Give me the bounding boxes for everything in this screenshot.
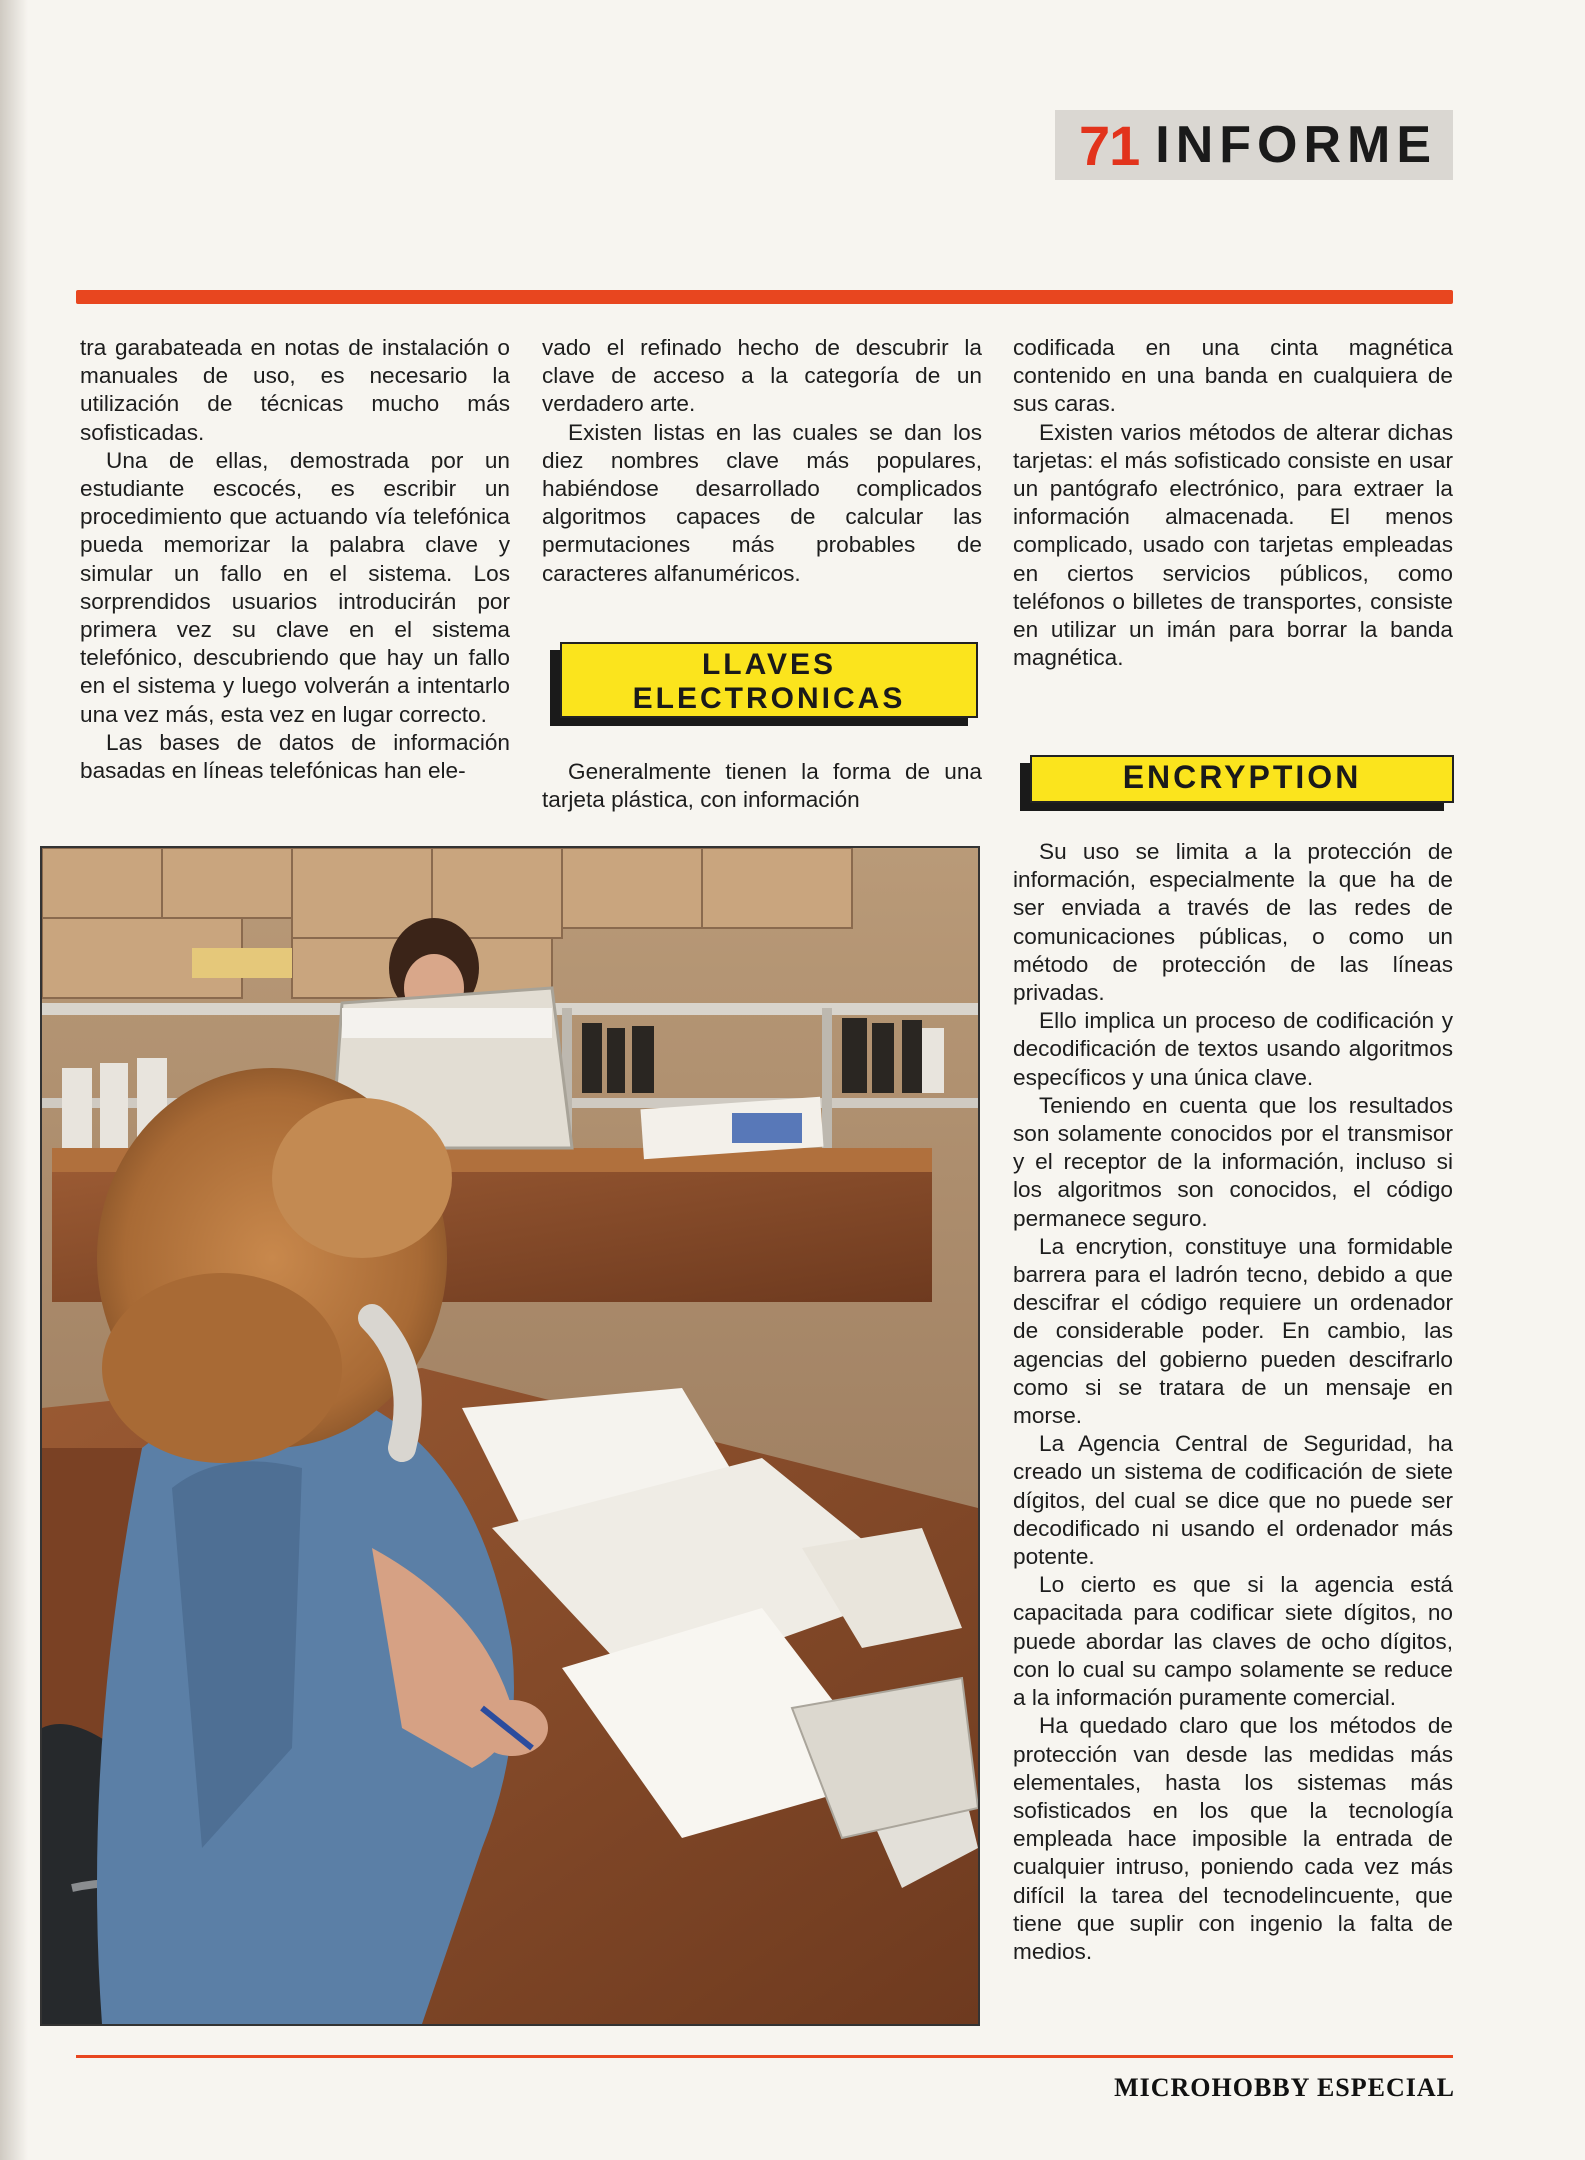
paragraph: Lo cierto es que si la agencia está capacitada para codificar siete dígitos, no puede abordar las claves de ocho dígitos, con lo cual su campo solamente se reduce a la información puramente comercial. — [1013, 1572, 1453, 1711]
column-1 — [80, 334, 510, 785]
paragraph: Generalmente tienen la forma de una tarjeta plástica, con información — [542, 759, 982, 813]
paragraph: Existen listas en las cuales se dan los diez nombres clave más populares, habiéndose desarrollado complicados algoritmos capaces de calcular las permutaciones más probables de caracteres alfanuméricos. — [542, 419, 982, 586]
office-photo — [40, 846, 980, 2026]
paragraph: Existen varios métodos de alterar dichas tarjetas: el más sofisticado consiste en usar un pantógrafo electrónico, para extraer la información almacenada. El menos complicado, usado con tarjetas empleadas en ciertos servicios públicos, como teléfonos o billetes de transportes, consiste en utilizar un imán para borrar la banda magnética. — [1013, 419, 1453, 671]
heading-llaves-electronicas — [560, 642, 978, 718]
paragraph: vado el refinado hecho de descubrir la clave de acceso a la categoría de un verdadero arte. — [542, 335, 982, 417]
paragraph: La encrytion, constituye una formidable barrera para el ladrón tecno, debido a que descifrar el código requiere un ordenador de considerable poder. En cambio, las agencias del gobierno pueden descifrarlo como si se tratara de un mensaje en morse. — [1013, 1233, 1453, 1429]
heading-line: ELECTRONICAS — [632, 682, 906, 715]
paragraph: Las bases de datos de información basadas en líneas telefónicas han ele- — [80, 729, 510, 784]
paragraph: tra garabateada en notas de instalación o manuales de uso, es necesario la utilización de técnicas mucho más sofisticadas. — [80, 335, 510, 445]
paragraph: Su uso se limita a la protección de información, especialmente la que ha de ser enviada a través de las redes de comunicaciones públicas, o como un método de protección de las líneas privadas. — [1013, 839, 1453, 1006]
paragraph: codificada en una cinta magnética contenido en una banda en cualquiera de sus caras. — [1013, 335, 1453, 417]
column-3-bottom — [1013, 838, 1453, 1966]
column-3-top — [1013, 334, 1453, 672]
paragraph: Ello implica un proceso de codificación y decodificación de textos usando algoritmos específicos y una única clave. — [1013, 1008, 1453, 1090]
section-title: INFORME — [1155, 116, 1438, 174]
paragraph: La Agencia Central de Seguridad, ha creado un sistema de codificación de siete dígitos, del cual se dice que no puede ser decodificado ni usando el ordenador más potente. — [1013, 1431, 1453, 1570]
page-edge-shadow — [0, 0, 28, 2160]
column-2-bottom — [542, 758, 982, 814]
footer-magazine-title: MICROHOBBY ESPECIAL — [1114, 2073, 1455, 2102]
paragraph: Teniendo en cuenta que los resultados son solamente conocidos por el transmisor y el receptor de la información, incluso si los algoritmos son conocidos, el código permanece seguro. — [1013, 1092, 1453, 1231]
column-2-top — [542, 334, 982, 588]
heading-line: LLAVES — [701, 648, 837, 681]
top-divider — [76, 290, 1453, 304]
paragraph: Ha quedado claro que los métodos de protección van desde las medidas más elementales, hasta los sistemas más sofisticados en los que la tecnología empleada hace imposible la entrada de cualquier intruso, poniendo cada vez más difícil la tarea del tecnodelincuente, que tiene que suplir con ingenio la falta de medios. — [1013, 1713, 1453, 1964]
paragraph: Una de ellas, demostrada por un estudiante escocés, es escribir un procedimiento que actuando vía telefónica pueda memorizar la palabra clave y simular un fallo en el sistema. Los sorprendidos usuarios introducirán por primera vez su clave en el sistema telefónico, descubriendo que hay un fallo en el sistema y luego volverán a intentarlo una vez más, esta vez en lugar correcto. — [80, 447, 510, 727]
page-number: 71 — [1079, 113, 1140, 177]
heading-encryption: ENCRYPTION — [1030, 755, 1454, 803]
bottom-divider — [76, 2055, 1453, 2058]
section-header — [1055, 110, 1453, 180]
